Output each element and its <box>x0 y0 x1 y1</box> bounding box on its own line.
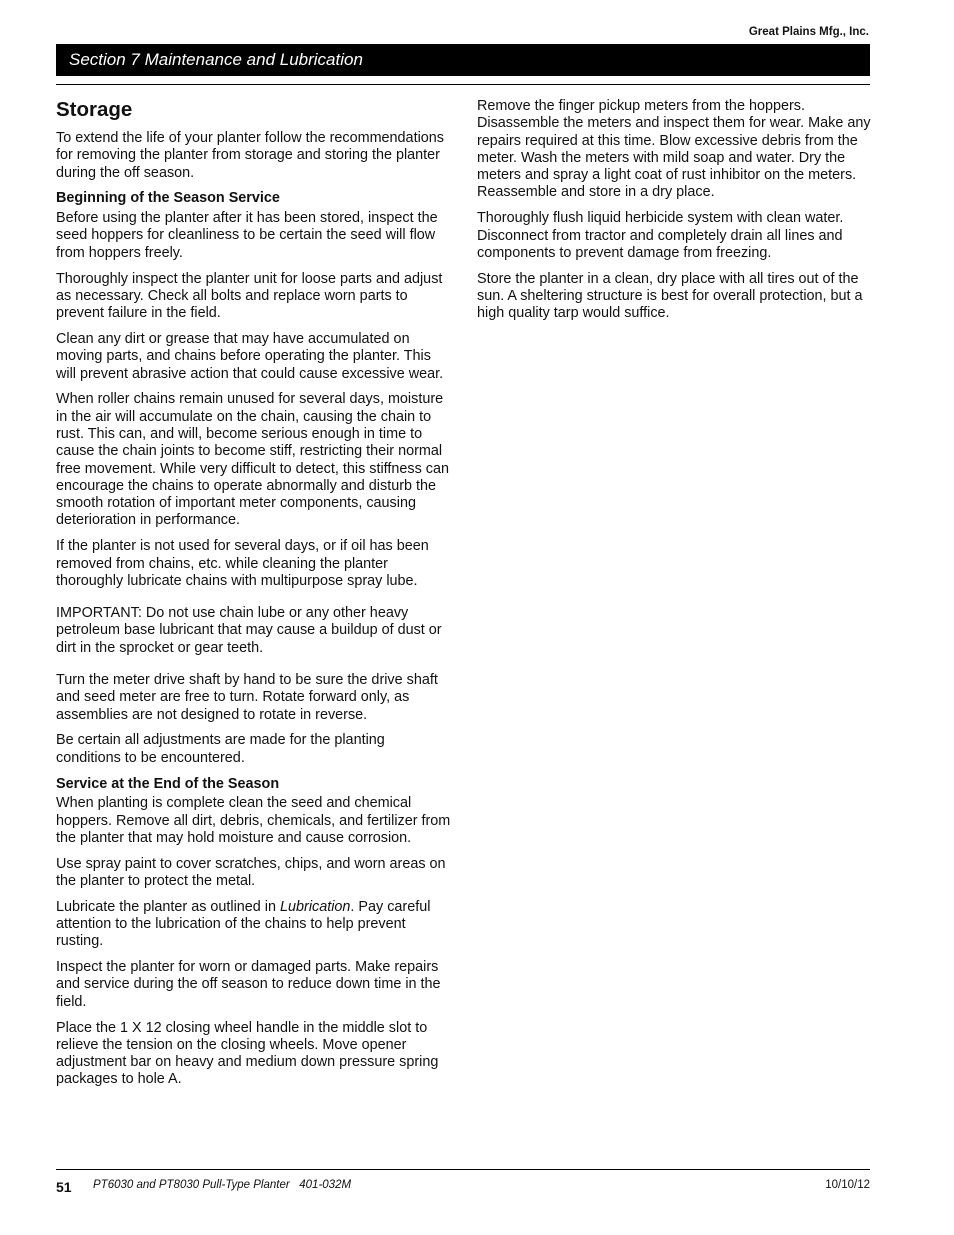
important-note: IMPORTANT: Do not use chain lube or any other heavy petroleum base lubricant that may cause a buildup of dust or dirt in the sprocket or gear teeth. <box>56 605 442 656</box>
paragraph: Turn the meter drive shaft by hand to be sure the drive shaft and seed meter are free to turn. Rotate forward only, as assemblies are not designed to rotate in reverse. <box>56 672 438 723</box>
revision-date: 10/10/12 <box>825 1179 870 1191</box>
paragraph: When roller chains remain unused for several days, moisture in the air will accumulate on the chain, causing the chain to rust. This can, and will, become serious enough in time to cause the chain joints to become stiff, restricting their normal free movement. While very difficult to detect, this stiffness can encourage the chains to operate abnormally and disturb the smooth rotation of important meter components, causing deterioration in performance. <box>56 391 449 529</box>
beginning-season-heading: Beginning of the Season Service <box>56 190 280 207</box>
lubrication-reference: Lubrication <box>280 898 351 915</box>
section-header: Section 7 Maintenance and Lubrication <box>56 44 870 76</box>
header-divider <box>56 84 870 85</box>
paragraph: Store the planter in a clean, dry place with all tires out of the sun. A sheltering structure is best for overall protection, but a high quality tarp would suffice. <box>477 270 863 322</box>
footer <box>56 1179 870 1199</box>
paragraph: Before using the planter after it has been stored, inspect the seed hoppers for cleanliness to be certain the seed will flow from hoppers freely. <box>56 210 438 261</box>
page-title: Storage <box>56 98 133 121</box>
paragraph: Be certain all adjustments are made for the planting conditions to be encountered. <box>56 732 385 766</box>
paragraph: Inspect the planter for worn or damaged parts. Make repairs and service during the off season to reduce down time in the field. <box>56 959 441 1010</box>
paragraph: If the planter is not used for several days, or if oil has been removed from chains, etc. while cleaning the planter thoroughly lubricate chains with multipurpose spray lube. <box>56 538 429 589</box>
paragraph: When planting is complete clean the seed and chemical hoppers. Remove all dirt, debris, chemicals, and fertilizer from the planter that may hold moisture and cause corrosion. <box>56 795 451 846</box>
paragraph: Thoroughly flush liquid herbicide system with clean water. Disconnect from tractor and completely drain all lines and components to prevent damage from freezing. <box>477 210 844 261</box>
end-season-heading: Service at the End of the Season <box>56 775 280 792</box>
right-column <box>477 98 872 331</box>
paragraph: Thoroughly inspect the planter unit for loose parts and adjust as necessary. Check all bolts and replace worn parts to prevent failure in the field. <box>56 270 443 322</box>
page-number: 51 <box>56 1179 72 1195</box>
left-column <box>56 98 451 1097</box>
paragraph: Clean any dirt or grease that may have accumulated on moving parts, and chains before operating the planter. This will prevent abrasive action that could cause excessive wear. <box>56 330 444 382</box>
intro-paragraph: To extend the life of your planter follow the recommendations for removing the planter from storage and storing the planter during the off season. <box>56 130 444 181</box>
paragraph: Use spray paint to cover scratches, chips, and worn areas on the planter to protect the metal. <box>56 855 446 889</box>
document-title: PT6030 and PT8030 Pull-Type Planter 401-032M <box>93 1179 352 1191</box>
paragraph: Place the 1 X 12 closing wheel handle in the middle slot to relieve the tension on the closing wheels. Move opener adjustment bar on heavy and medium down pressure spring packages to hole A. <box>56 1019 439 1088</box>
text: . Pay careful attention to the lubrication of the chains to help prevent rusting. <box>56 898 431 950</box>
paragraph: Remove the finger pickup meters from the hoppers. Disassemble the meters and inspect them for wear. Make any repairs required at this time. Blow excessive debris from the meter. Wash the meters with mild soap and water. Dry the meters and spray a light coat of rust inhibitor on the meters. Reassemble and store in a dry place. <box>477 98 871 201</box>
footer-divider <box>56 1169 870 1170</box>
text: Lubricate the planter as outlined in <box>56 898 281 915</box>
company-name: Great Plains Mfg., Inc. <box>748 26 869 38</box>
lubrication-paragraph <box>56 899 451 951</box>
